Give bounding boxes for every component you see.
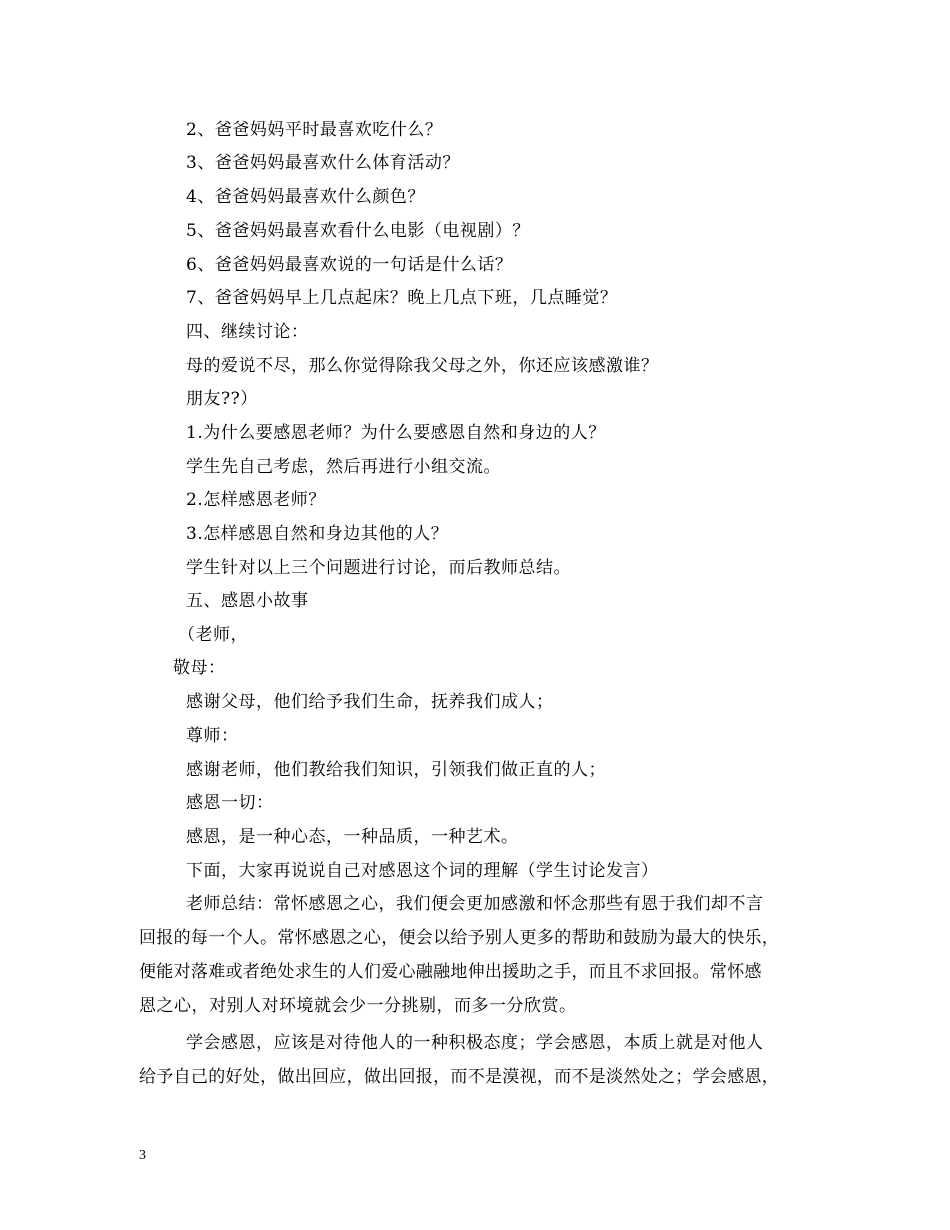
text-line: 3.怎样感恩自然和身边其他的人？ (186, 524, 449, 544)
text-line: 2.怎样感恩老师？ (186, 490, 326, 510)
text-line: 3、爸爸妈妈最喜欢什么体育活动？ (186, 153, 460, 173)
page-number: 3 (139, 1148, 146, 1163)
text-line: 下面，大家再说说自己对感恩这个词的理解（学生讨论发言） (186, 861, 659, 881)
text-line: 5、爸爸妈妈最喜欢看什么电影（电视剧）？ (186, 221, 530, 241)
text-line: 给予自己的好处，做出回应，做出回报，而不是漠视，而不是淡然处之；学会感恩， (139, 1067, 780, 1087)
text-line: 感恩一切： (186, 793, 274, 813)
text-line: 母的爱说不尽，那么你觉得除我父母之外，你还应该感激谁？ (186, 356, 659, 376)
text-line: 学会感恩，应该是对待他人的一种积极态度；学会感恩，本质上就是对他人 (186, 1033, 764, 1053)
text-line: 7、爸爸妈妈早上几点起床？晚上几点下班，几点睡觉？ (186, 288, 618, 308)
text-line: 敬母： (173, 658, 226, 678)
text-line: 恩之心，对别人对环境就会少一分挑剔，而多一分欣赏。 (139, 996, 577, 1016)
text-line: 2、爸爸妈妈平时最喜欢吃什么？ (186, 120, 443, 140)
text-line: （老师， (178, 625, 248, 645)
text-line: 感谢父母，他们给予我们生命，抚养我们成人； (186, 692, 554, 712)
section-heading: 五、感恩小故事 (186, 591, 309, 611)
text-line: 朋友??） (186, 389, 258, 409)
text-line: 6、爸爸妈妈最喜欢说的一句话是什么话？ (186, 255, 513, 275)
text-line: 老师总结：常怀感恩之心，我们便会更加感激和怀念那些有恩于我们却不言 (186, 894, 764, 914)
text-line: 回报的每一个人。常怀感恩之心，便会以给予别人更多的帮助和鼓励为最大的快乐， (139, 928, 780, 948)
text-line: 尊师： (186, 726, 239, 746)
text-line: 学生针对以上三个问题进行讨论，而后教师总结。 (186, 558, 571, 578)
text-line: 学生先自己考虑，然后再进行小组交流。 (186, 457, 501, 477)
text-line: 感恩，是一种心态，一种品质，一种艺术。 (186, 827, 519, 847)
section-heading: 四、继续讨论： (186, 322, 309, 342)
text-line: 1.为什么要感恩老师？为什么要感恩自然和身边的人？ (186, 423, 606, 443)
text-line: 便能对落难或者绝处求生的人们爱心融融地伸出援助之手，而且不求回报。常怀感 (139, 962, 762, 982)
text-line: 4、爸爸妈妈最喜欢什么颜色？ (186, 187, 425, 207)
text-line: 感谢老师，他们教给我们知识，引领我们做正直的人； (186, 760, 606, 780)
